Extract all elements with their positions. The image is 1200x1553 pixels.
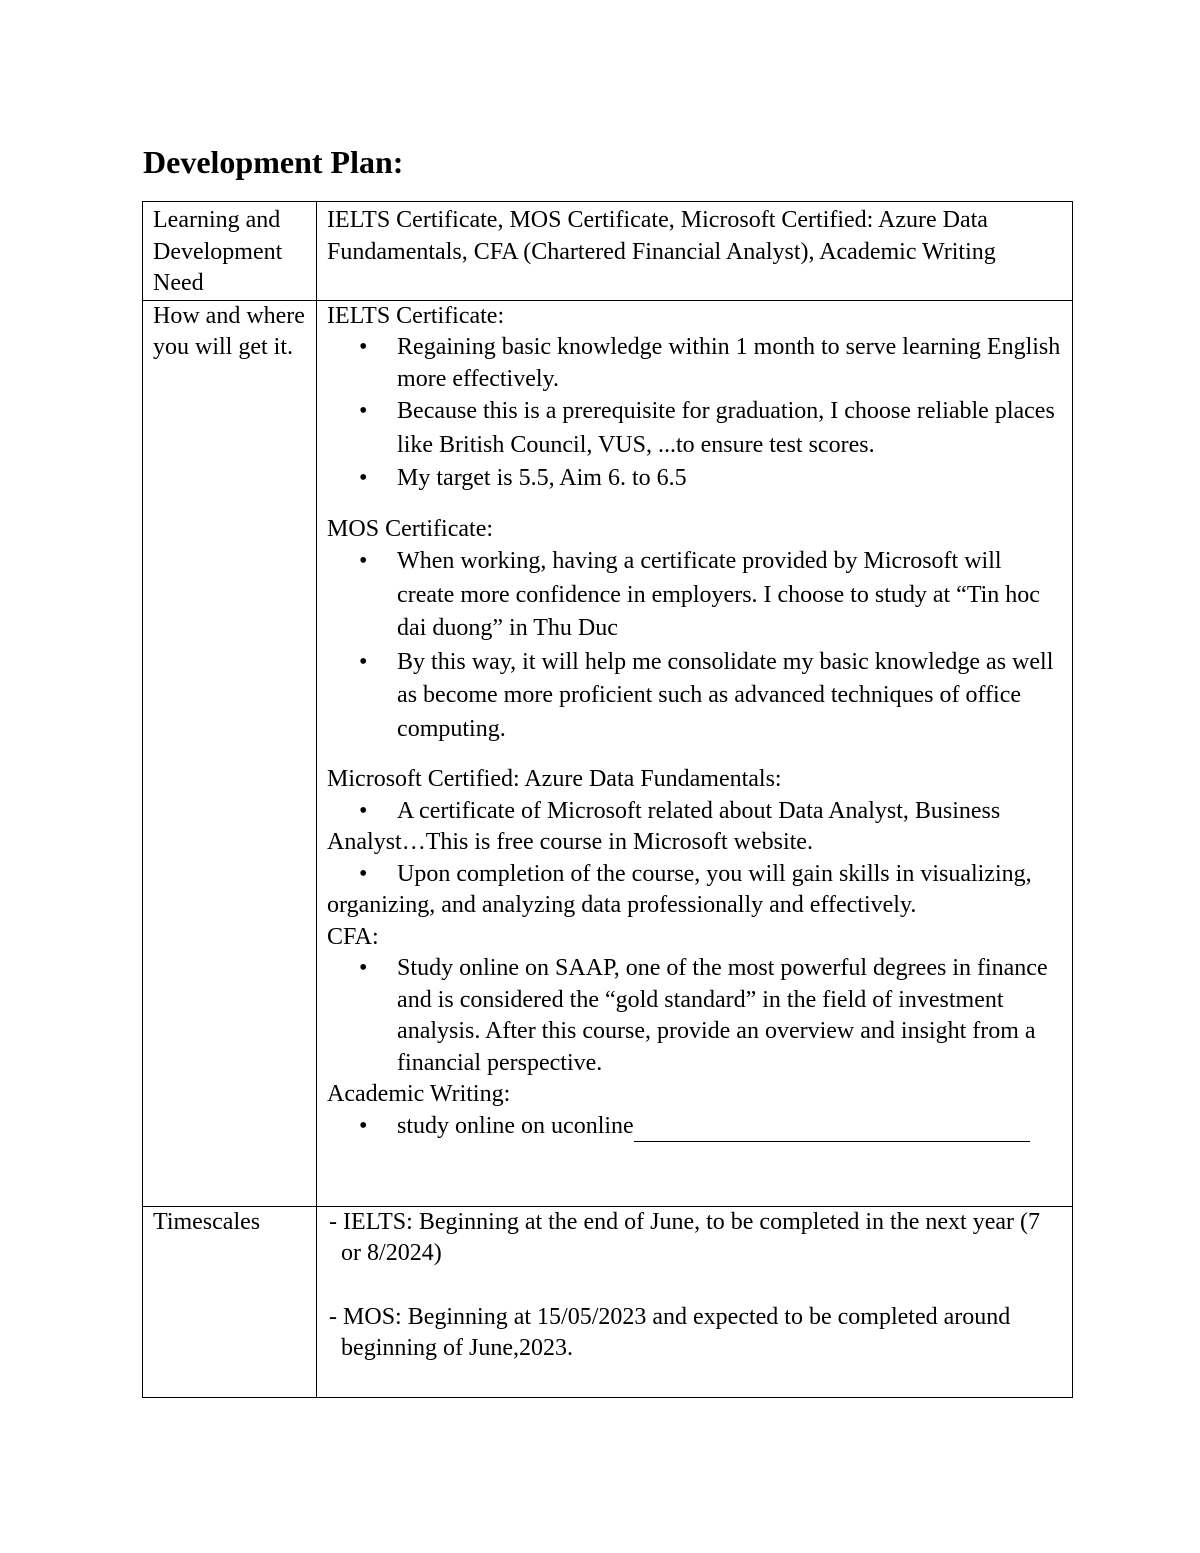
- row-label-timescales: Timescales: [143, 1206, 317, 1397]
- bullet-icon: •: [359, 398, 368, 424]
- table-row-need: [143, 202, 1073, 301]
- mos-heading: MOS Certificate:: [327, 515, 494, 542]
- list-item: - IELTS: Beginning at the end of June, to be completed in the next year (7 or 8/2024): [329, 1208, 1040, 1266]
- list-item: • A certificate of Microsoft related about Data Analyst, Business Analyst…This is free course in Microsoft website.: [327, 797, 1001, 855]
- row-content-need: IELTS Certificate, MOS Certificate, Microsoft Certified: Azure Data Fundamentals, CFA (Chartered Financial Analyst), Academic Writing: [317, 202, 1073, 301]
- bullet-icon: •: [359, 548, 368, 574]
- table-row-timescales: [143, 1206, 1073, 1397]
- table-row-how: [143, 300, 1073, 1206]
- mos-bullets: [327, 545, 1072, 746]
- development-plan-table: [142, 201, 1073, 1398]
- bullet-icon: •: [359, 955, 368, 981]
- list-item: - MOS: Beginning at 15/05/2023 and expected to be completed around beginning of June,2023.: [329, 1303, 1011, 1361]
- list-item: • My target is 5.5, Aim 6. to 6.5: [327, 462, 1072, 496]
- list-item: • study online on uconline: [327, 1111, 1072, 1143]
- list-item: • When working, having a certificate provided by Microsoft will create more confidence in employers. I choose to study at “Tin hoc dai duong” in Thu Duc: [327, 545, 1072, 646]
- list-item: • Because this is a prerequisite for graduation, I choose reliable places like British Council, VUS, ...to ensure test scores.: [327, 395, 1072, 462]
- academic-bullets: [327, 1111, 1072, 1143]
- bullet-icon: •: [359, 648, 368, 675]
- azure-heading: Microsoft Certified: Azure Data Fundamentals:: [327, 766, 782, 792]
- row-content-timescales: [317, 1206, 1073, 1397]
- ielts-heading: IELTS Certificate:: [327, 302, 505, 329]
- page-title: Development Plan:: [143, 144, 404, 180]
- list-item: • Regaining basic knowledge within 1 month to serve learning English more effectively.: [359, 334, 1061, 392]
- cfa-bullets: [327, 953, 1072, 1079]
- bullet-icon: •: [359, 860, 368, 887]
- row-content-how: [317, 300, 1073, 1206]
- bullet-icon: •: [359, 334, 368, 360]
- list-item: • Study online on SAAP, one of the most powerful degrees in finance and is considered the “gold standard” in the field of investment analysis. After this course, provide an overview and insight from a financial perspective.: [359, 955, 1048, 1076]
- ielts-bullets: [327, 332, 1072, 496]
- row-label-need: Learning and Development Need: [143, 202, 317, 301]
- academic-heading: Academic Writing:: [327, 1081, 511, 1107]
- underline-rule: [634, 1119, 1030, 1142]
- bullet-icon: •: [359, 1112, 368, 1139]
- bullet-icon: •: [359, 797, 368, 824]
- list-item: • By this way, it will help me consolidate my basic knowledge as well as become more proficient such as advanced techniques of office computing.: [327, 646, 1072, 747]
- cfa-heading: CFA:: [327, 923, 379, 950]
- list-item: • Upon completion of the course, you will gain skills in visualizing, organizing, and analyzing data professionally and effectively.: [327, 860, 1032, 918]
- row-label-how: How and where you will get it.: [143, 300, 317, 1206]
- bullet-icon: •: [359, 465, 368, 491]
